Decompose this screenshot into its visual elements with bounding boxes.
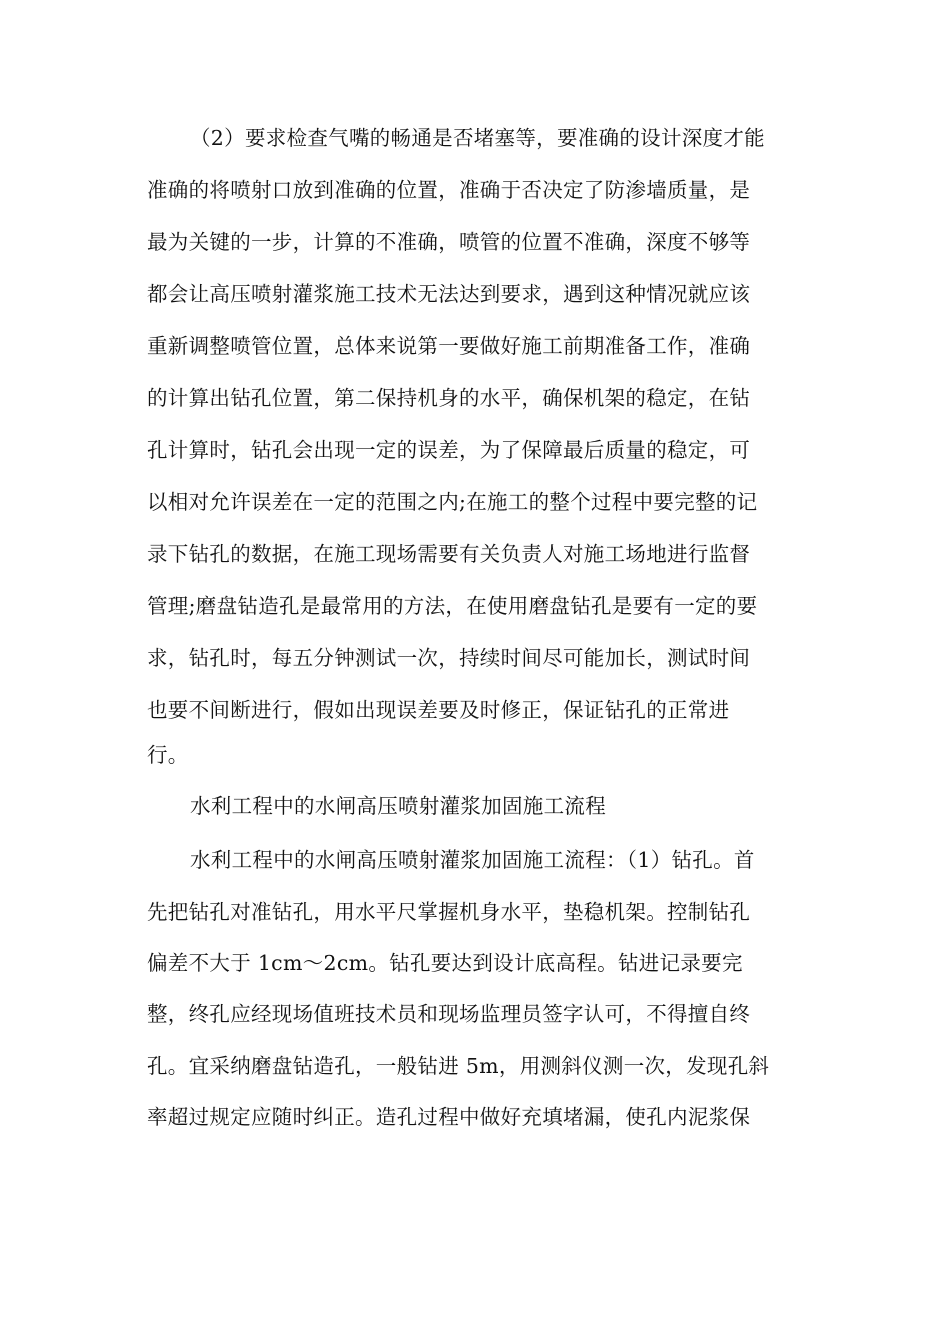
paragraph-1-line-8: 以相对允许误差在一定的范围之内;在施工的整个过程中要完整的记 [147, 490, 758, 514]
paragraph-2-line-2: 先把钻孔对准钻孔，用水平尺掌握机身水平，垫稳机架。控制钻孔 [147, 900, 751, 924]
paragraph-2-line-6: 率超过规定应随时纠正。造孔过程中做好充填堵漏，使孔内泥浆保 [147, 1105, 751, 1129]
section-heading: 水利工程中的水闸高压喷射灌浆加固施工流程 [190, 794, 606, 818]
paragraph-1-line-1: （2）要求检查气嘴的畅通是否堵塞等，要准确的设计深度才能 [190, 126, 765, 150]
paragraph-1-line-7: 孔计算时，钻孔会出现一定的误差，为了保障最后质量的稳定，可 [147, 438, 751, 462]
paragraph-1-line-3: 最为关键的一步，计算的不准确，喷管的位置不准确，深度不够等 [147, 230, 751, 254]
paragraph-2-line-5: 孔。宜采纳磨盘钻造孔，一般钻进 5m，用测斜仪测一次，发现孔斜 [147, 1054, 770, 1078]
paragraph-1-line-4: 都会让高压喷射灌浆施工技术无法达到要求，遇到这种情况就应该 [147, 282, 751, 306]
paragraph-1-line-13: 行。 [147, 743, 189, 767]
paragraph-1-line-9: 录下钻孔的数据，在施工现场需要有关负责人对施工场地进行监督 [147, 542, 751, 566]
paragraph-1-line-2: 准确的将喷射口放到准确的位置，准确于否决定了防渗墙质量，是 [147, 178, 751, 202]
paragraph-1-line-10: 管理;磨盘钻造孔是最常用的方法，在使用磨盘钻孔是要有一定的要 [147, 594, 758, 618]
paragraph-1-line-6: 的计算出钻孔位置，第二保持机身的水平，确保机架的稳定，在钻 [147, 386, 751, 410]
paragraph-1-line-11: 求，钻孔时，每五分钟测试一次，持续时间尽可能加长，测试时间 [147, 646, 751, 670]
paragraph-1-line-5: 重新调整喷管位置，总体来说第一要做好施工前期准备工作，准确 [147, 334, 751, 358]
paragraph-2-line-1: 水利工程中的水闸高压喷射灌浆加固施工流程：（1）钻孔。首 [190, 848, 755, 872]
paragraph-1-line-12: 也要不间断进行，假如出现误差要及时修正，保证钻孔的正常进 [147, 698, 730, 722]
paragraph-2-line-3: 偏差不大于 1cm～2cm。钻孔要达到设计底高程。钻进记录要完 [147, 951, 743, 975]
paragraph-2-line-4: 整，终孔应经现场值班技术员和现场监理员签字认可，不得擅自终 [147, 1002, 751, 1026]
